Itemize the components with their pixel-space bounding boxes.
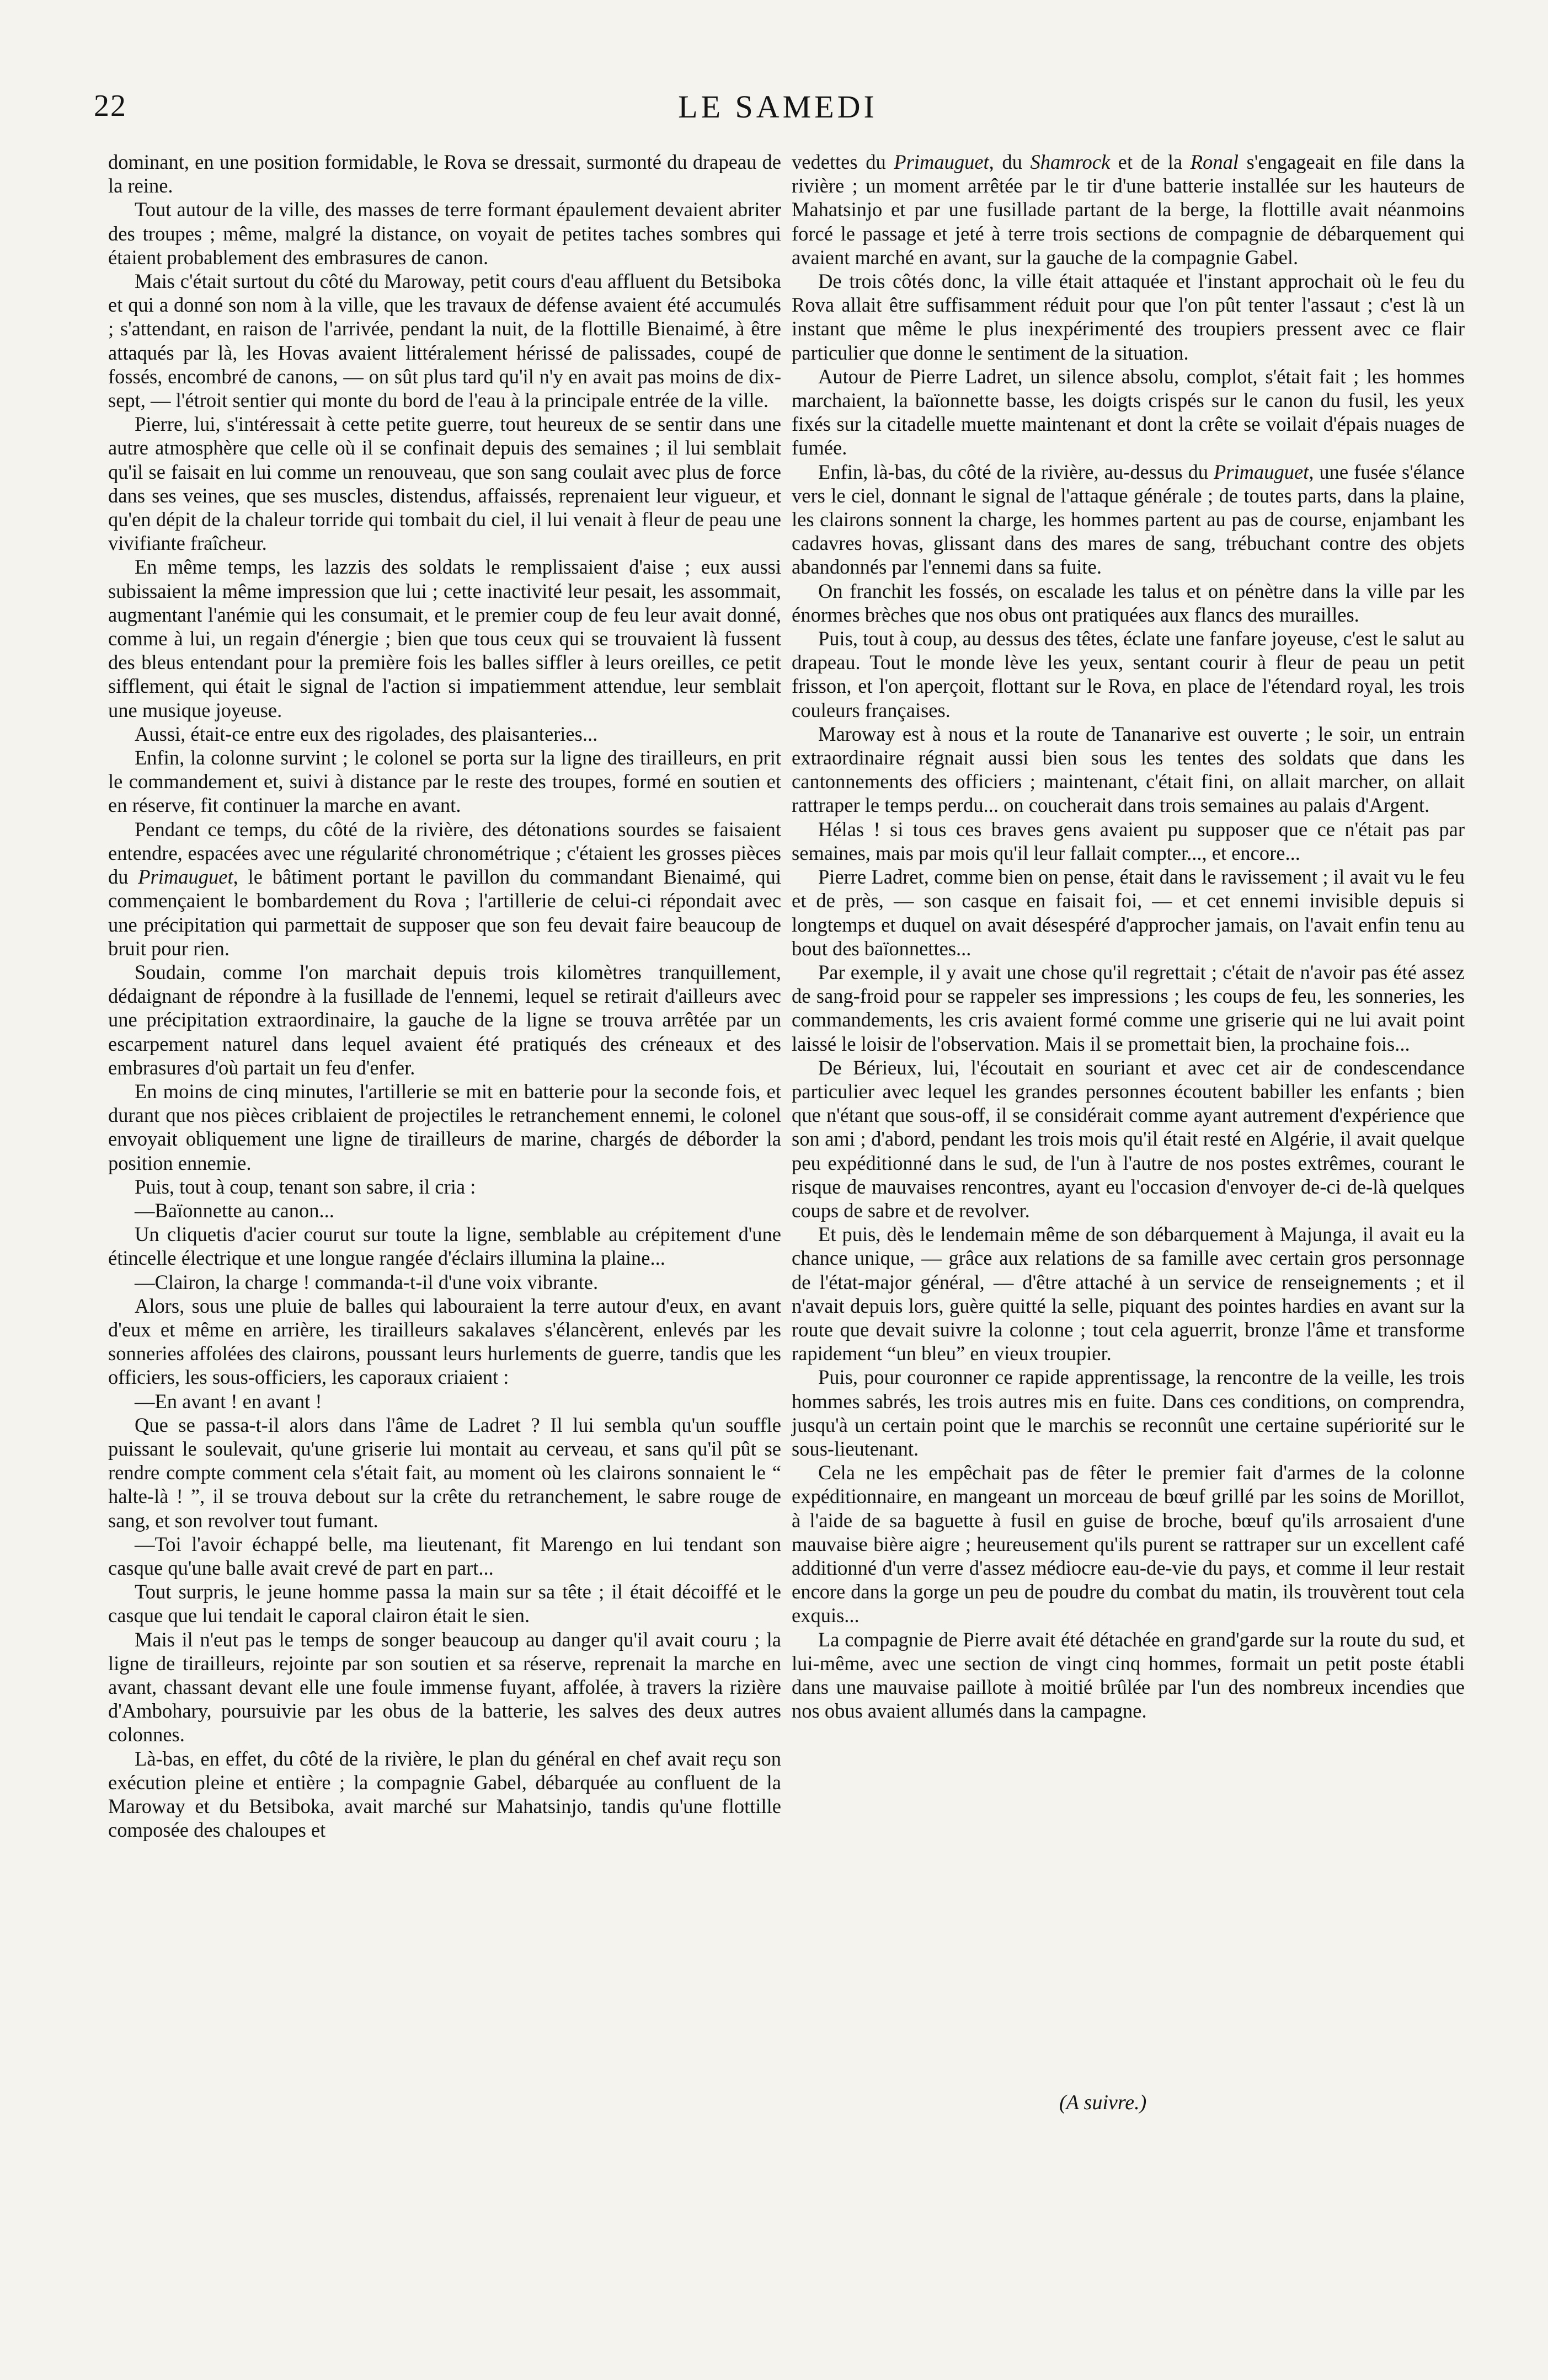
paragraph: De Bérieux, lui, l'écoutait en souriant et avec cet air de condescendance particulier avec lequel les grandes personnes écoutent babiller les enfants ; bien que n'étant que sous-off, il se considérait comme ayant autrement d'expérience que son ami ; d'abord, pendant les trois mois qu'il était resté en Algérie, il avait quelque peu expéditionné dans le sud, de l'un à l'autre de nos postes extrêmes, courant le risque de mauvaises rencontres, ayant eu l'occasion d'envoyer de-ci de-là quelques coups de sabre et de revolver. [792,1056,1465,1222]
page-number: 22 [94,89,127,123]
paragraph: Soudain, comme l'on marchait depuis trois kilomètres tranquillement, dédaignant de répondre à la fusillade de l'ennemi, lequel se retirait d'ailleurs avec une précipitation extraordinaire, la gauche de la ligne se trouva arrêtée par un escarpement naturel dans lequel avaient été pratiqués des créneaux et des embrasures d'où partait un feu d'enfer. [108,960,781,1079]
paragraph: Aussi, était-ce entre eux des rigolades, des plaisanteries... [135,722,598,745]
paragraph: Enfin, la colonne survint ; le colonel se porta sur la ligne des tirailleurs, en prit le commandement et, suivi à distance par le reste des troupes, formé en soutien et en réserve, fit continuer la marche en avant. [108,746,781,817]
paragraph: Et puis, dès le lendemain même de son débarquement à Majunga, il avait eu la chance unique, — grâce aux relations de sa famille avec certain gros personnage de l'état-major général, — d'être attaché à un service de renseignements ; et il n'avait depuis lors, guère quitté la selle, piquant des pointes hardies en avant sur la route que devait suivre la colonne ; tout cela aguerrit, bronze l'âme et transforme rapidement “un bleu” en vieux troupier. [792,1223,1465,1365]
paragraph: Puis, tout à coup, tenant son sabre, il cria : [135,1175,476,1198]
paragraph: vedettes du Primauguet, du Shamrock et de la Ronal s'engageait en file dans la rivière ; un moment arrêtée par le tir d'une batterie installée sur les hauteurs de Mahatsinjo et par une fusillade partant de la berge, la flottille avait néanmoins forcé le passage et jeté à terre trois sections de compagnie de débarquement qui avaient marché en avant, sur la gauche de la compagnie Gabel. [792,151,1465,269]
paragraph: Pierre, lui, s'intéressait à cette petite guerre, tout heureux de se sentir dans une autre atmosphère que celle où il se confinait depuis des semaines ; il lui semblait qu'il se faisait en lui comme un renouveau, que son sang coulait avec plus de force dans ses veines, que ses muscles, distendus, affaissés, reprenaient leur vigueur, et qu'en dépit de la chaleur torride qui tombait du ciel, il lui venait à fleur de peau une vivifiante fraîcheur. [108,413,781,555]
paragraph: dominant, en une position formidable, le Rova se dressait, surmonté du drapeau de la reine. [108,151,781,197]
paragraph: Par exemple, il y avait une chose qu'il regrettait ; c'était de n'avoir pas été assez de sang-froid pour se rappeler ses impressions ; les coups de feu, les sonneries, les commandements, les cris avaient formé comme une griserie qui ne lui avait point laissé le loisir de l'observation. Mais il se promettait bien, la prochaine fois... [792,960,1465,1055]
right-column [792,150,1465,1723]
paragraph: Hélas ! si tous ces braves gens avaient pu supposer que ce n'était pas par semaines, mais par mois qu'il leur fallait compter..., et encore... [792,817,1465,864]
paragraph: —Toi l'avoir échappé belle, ma lieutenant, fit Marengo en lui tendant son casque qu'une balle avait crevé de part en part... [108,1532,781,1579]
paragraph: Pendant ce temps, du côté de la rivière, des détonations sourdes se faisaient entendre, espacées avec une régularité chronométrique ; c'étaient les grosses pièces du Primauguet, le bâtiment portant le pavillon du commandant Bienaimé, qui commençaient le bombardement du Rova ; l'artillerie de celui-ci répondait avec une précipitation qui parmettait de supposer que son feu devait faire beaucoup de bruit pour rien. [108,817,781,960]
paragraph: La compagnie de Pierre avait été détachée en grand'garde sur la route du sud, et lui-même, avec une section de vingt cinq hommes, formait un petit poste établi dans une mauvaise paillote à moitié brûlée par l'un des nombreux incendies que nos obus avaient allumés dans la campagne. [792,1628,1465,1723]
paragraph: On franchit les fossés, on escalade les talus et on pénètre dans la ville par les énormes brèches que nos obus ont pratiquées aux flancs des murailles. [792,579,1465,626]
paragraph: Alors, sous une pluie de balles qui labouraient la terre autour d'eux, en avant d'eux et même en arrière, les tirailleurs sakalaves s'élancèrent, enlevés par les sonneries affolées des clairons, poussant leurs hurlements de guerre, tandis que les officiers, les sous-officiers, les caporaux criaient : [108,1294,781,1389]
paragraph: Tout autour de la ville, des masses de terre formant épaulement devaient abriter des troupes ; même, malgré la distance, on voyait de petites taches sombres qui étaient probablement des embrasures de canon. [108,198,781,269]
paragraph: Un cliquetis d'acier courut sur toute la ligne, semblable au crépitement d'une étincelle électrique et une longue rangée d'éclairs illumina la plaine... [108,1223,781,1270]
paragraph: —En avant ! en avant ! [135,1389,322,1413]
paragraph: —Clairon, la charge ! commanda-t-il d'une voix vibrante. [135,1270,599,1293]
paragraph: Puis, tout à coup, au dessus des têtes, éclate une fanfare joyeuse, c'est le salut au drapeau. Tout le monde lève les yeux, sentant courir à fleur de peau un petit frisson, et l'on aperçoit, flottant sur le Rova, en place de l'étendard royal, les trois couleurs françaises. [792,627,1465,721]
paragraph: —Baïonnette au canon... [135,1199,334,1222]
paragraph: En moins de cinq minutes, l'artillerie se mit en batterie pour la seconde fois, et durant que nos pièces criblaient de projectiles le retranchement ennemi, le colonel envoyait obliquement une ligne de tirailleurs de marine, chargés de déborder la position ennemie. [108,1079,781,1174]
paragraph: Enfin, là-bas, du côté de la rivière, au-dessus du Primauguet, une fusée s'élance vers le ciel, donnant le signal de l'attaque générale ; de toutes parts, dans la plaine, les clairons sonnent la charge, les hommes partent au pas de course, enjambant les cadavres hovas, glissant dans des mares de sang, trébuchant contre des objets abandonnés par l'ennemi dans sa fuite. [792,460,1465,579]
paragraph: De trois côtés donc, la ville était attaquée et l'instant approchait où le feu du Rova allait être suffisamment réduit pour que l'on pût tenter l'assaut ; c'est là un instant que même le plus inexpérimenté des troupiers pressent avec ce flair particulier que donne le sentiment de la situation. [792,270,1465,364]
paragraph: Maroway est à nous et la route de Tananarive est ouverte ; le soir, un entrain extraordinaire régnait aussi bien sous les tentes des soldats que dans les cantonnements des officiers ; maintenant, c'était fini, on allait marcher, on allait rattraper le temps perdu... on coucherait dans trois semaines au palais d'Argent. [792,722,1465,817]
paragraph: Puis, pour couronner ce rapide apprentissage, la rencontre de la veille, les trois hommes sabrés, les trois autres mis en fuite. Dans ces conditions, on comprendra, jusqu'à un certain point que le marchis se reconnût une certaine supériorité sur le sous-lieutenant. [792,1366,1465,1460]
paragraph: Que se passa-t-il alors dans l'âme de Ladret ? Il lui sembla qu'un souffle puissant le soulevait, qu'une griserie lui montait au cerveau, et sans qu'il pût se rendre compte comment cela s'était fait, au moment où les clairons sonnaient le “ halte-là ! ”, il se trouva debout sur la crête du retranchement, le sabre rouge de sang, et son revolver tout fumant. [108,1413,781,1532]
paragraph: Autour de Pierre Ladret, un silence absolu, complot, s'était fait ; les hommes marchaient, la baïonnette basse, les doigts crispés sur le canon du fusil, les yeux fixés sur la citadelle muette maintenant et dont la crête se voilait d'épais nuages de fumée. [792,365,1465,459]
paragraph: Mais c'était surtout du côté du Maroway, petit cours d'eau affluent du Betsiboka et qui a donné son nom à la ville, que les travaux de défense avaient été accumulés ; s'attendant, en raison de l'arrivée, pendant la nuit, de la flottille Bienaimé, à être attaqués par là, les Hovas avaient littéralement hérissé de palissades, coupé de fossés, encombré de canons, — on sût plus tard qu'il n'y en avait pas moins de dix-sept, — l'étroit sentier qui monte du bord de l'eau à la principale entrée de la ville. [108,270,781,412]
page-header [94,88,1462,132]
paragraph: Tout surpris, le jeune homme passa la main sur sa tête ; il était décoiffé et le casque que lui tendait le caporal clairon était le sien. [108,1580,781,1627]
left-column [108,150,781,1842]
paragraph: Mais il n'eut pas le temps de songer beaucoup au danger qu'il avait couru ; la ligne de tirailleurs, rejointe par son soutien et sa réserve, reprenait la marche en avant, chassant devant elle une foule immense fuyant, affolée, à travers la rizière d'Ambohary, poursuivie par les obus de la batterie, les salves des deux autres colonnes. [108,1628,781,1746]
paragraph: Pierre Ladret, comme bien on pense, était dans le ravissement ; il avait vu le feu et de près, — son casque en faisait foi, — et cet ennemi invisible depuis si longtemps et duquel on avait désespéré d'approcher jamais, on l'avait enfin tenu au bout des baïonnettes... [792,865,1465,960]
running-title: LE SAMEDI [678,89,878,125]
paragraph: En même temps, les lazzis des soldats le remplissaient d'aise ; eux aussi subissaient la même impression que lui ; cette inactivité leur pesait, les assommait, augmentant l'anémie qui les consumait, et le premier coup de feu leur avait donné, comme à lui, un regain d'énergie ; bien que tous ceux qui se trouvaient là fussent des bleus entendant pour la première fois les balles siffler à leurs oreilles, ce petit sifflement, qui était le signal de l'action si impatiemment attendue, leur semblait une musique joyeuse. [108,555,781,721]
paragraph: Cela ne les empêchait pas de fêter le premier fait d'armes de la colonne expéditionnaire, en mangeant un morceau de bœuf grillé par les soins de Morillot, à l'aide de sa baguette à fusil en guise de broche, bœuf qu'ils arrosaient d'une mauvaise bière aigre ; heureusement qu'ils purent se rattraper sur un excellent café additionné d'un verre d'assez médiocre eau-de-vie du pays, et comme il leur restait encore dans la gorge un peu de poudre du combat du matin, ils trouvèrent tout cela exquis... [792,1461,1465,1627]
paragraph: Là-bas, en effet, du côté de la rivière, le plan du général en chef avait reçu son exécution pleine et entière ; la compagnie Gabel, débarquée au confluent de la Maroway et du Betsiboka, avait marché sur Mahatsinjo, tandis qu'une flottille composée des chaloupes et [108,1747,781,1842]
to-be-continued-note: (A suivre.) [1059,2091,1147,2114]
